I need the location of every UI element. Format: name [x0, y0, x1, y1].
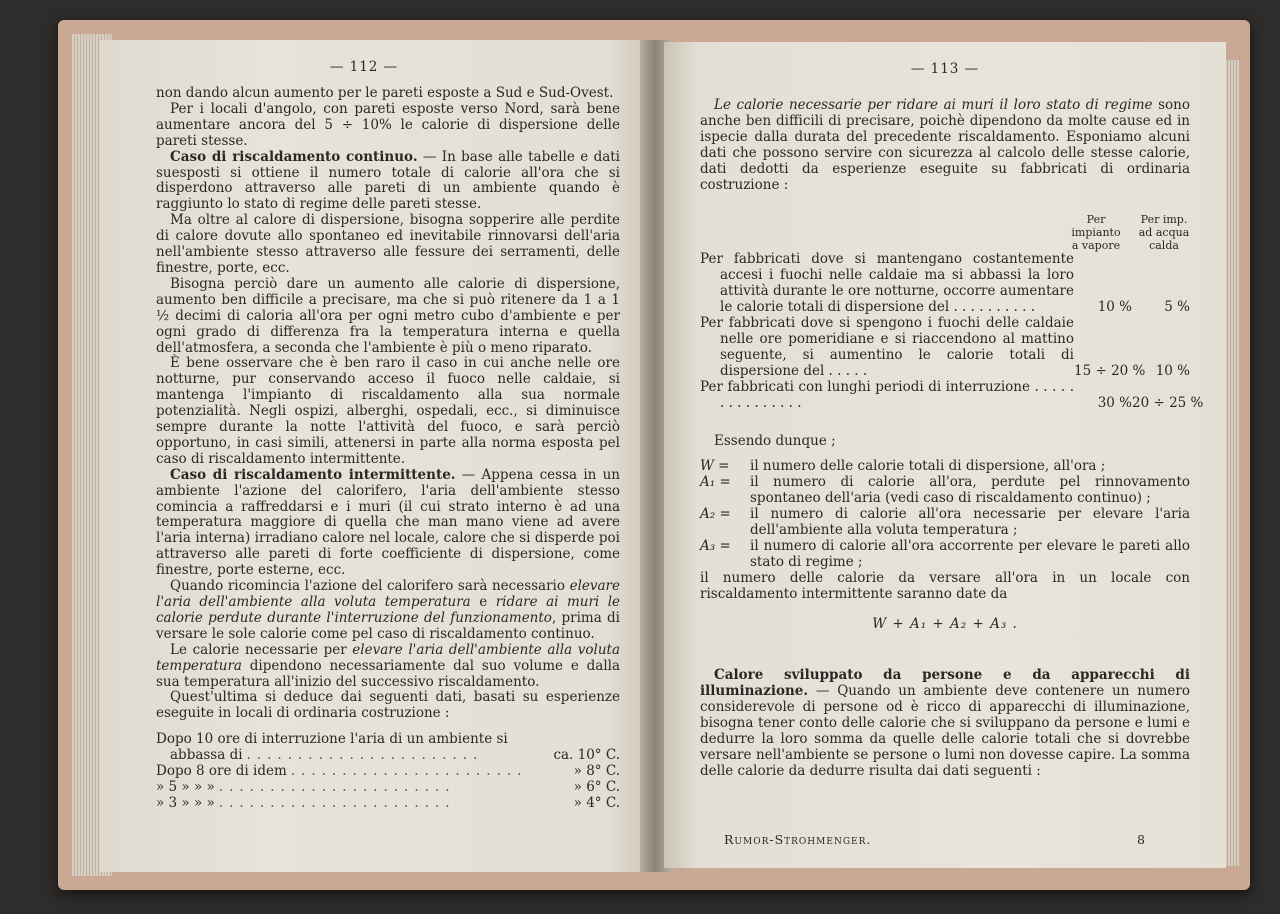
table-row: Per fabbricati dove si mantengano costantemente accesi i fuochi nelle caldaie ma si abbassi la loro attività durante le ore notturne, occorre aumentare le calorie totali di dispersione del . . . . . . . . . . 10 % 5 %	[700, 251, 1190, 316]
footer-author: Rumor-Strohmenger.	[724, 832, 872, 848]
paragraph-conclusion: il numero delle calorie da versare all'ora in un locale con riscaldamento intermittente saranno date da	[700, 569, 1190, 602]
paragraph: Le calorie necessarie per ridare ai muri il loro stato di regime sono anche ben difficili di precisare, poichè dipendono da molte cause ed in ispecie dalla durata del precedente riscaldamento. Esponiamo alcuni dati che possono servire con sicurezza al calcolo delle stesse calorie, dati dedotti da esperienze eseguite su fabbricati di ordinaria costruzione :	[700, 97, 1190, 193]
paragraph: Ma oltre al calore di dispersione, bisogna sopperire alle perdite di calore dovute allo spontaneo ed inevitabile rinnovarsi dell'aria nell'ambiente stesso attraverso alle fessure dei serramenti, delle finestre, porte, ecc.	[156, 212, 620, 276]
left-page	[100, 40, 648, 872]
heading-continuo: Caso di riscaldamento continuo.	[170, 148, 418, 165]
table-row: » 5 » » » ....................... » 6° C.	[156, 778, 620, 795]
paragraph-essendo: Essendo dunque ;	[714, 432, 836, 449]
definition-row: A₃ = il numero di calorie all'ora accorrente per elevare le pareti allo stato di regime ;	[700, 537, 1190, 570]
definition-row: A₂ = il numero di calorie all'ora necessarie per elevare l'aria dell'ambiente alla voluta temperatura ;	[700, 506, 1190, 539]
page-number-left: — 112 —	[329, 59, 399, 75]
formula: W + A₁ + A₂ + A₃ .	[872, 615, 1018, 632]
paragraph: È bene osservare che è ben raro il caso in cui anche nelle ore notturne, pur conservando acceso il fuoco nelle caldaie, si mantenga l'impianto di riscaldamento alla sua normale potenzialità. Negli ospizi, alberghi, ospedali, ecc., si diminuisce sempre durante la notte l'attività del fuoco, e sarà perciò opportuno, in casi simili, attenersi in parte alla norma esposta pel caso di riscaldamento intermittente.	[156, 355, 620, 467]
definition-row: A₁ = il numero di calorie all'ora, perdute pel rinnovamento spontaneo dell'aria (vedi caso di riscaldamento continuo) ;	[700, 474, 1190, 507]
footer-signature: 8	[1137, 832, 1146, 848]
paragraph: Le calorie necessarie per elevare l'aria dell'ambiente alla voluta temperatura dipendono necessariamente dal suo volume e dalla sua temperatura all'inizio del successivo riscaldamento.	[156, 641, 620, 690]
heading-intermittente: Caso di riscaldamento intermittente.	[170, 466, 456, 483]
table-row: » 3 » » » ....................... » 4° C.	[156, 794, 620, 811]
paragraph: Quando ricomincia l'azione del calorifero sarà necessario elevare l'aria dell'ambiente alla voluta temperatura e ridare ai muri le calorie perdute durante l'interruzione del funzionamento, prima di versare le sole calorie come pel caso di riscaldamento continuo.	[156, 578, 621, 642]
paragraph: non dando alcun aumento per le pareti esposte a Sud e Sud-Ovest.	[156, 85, 614, 101]
table-row: Dopo 8 ore di idem ....................... » 8° C.	[156, 763, 620, 780]
paragraph: Quest'ultima si deduce dai seguenti dati, basati su esperienze eseguite in locali di ordinaria costruzione :	[156, 689, 620, 722]
column-header-vapore: Per impianto a vapore	[1071, 213, 1121, 253]
table-row: Per fabbricati dove si spengono i fuochi delle caldaie nelle ore pomeridiane e si riaccendono al mattino seguente, si aumentino le calorie totali di dispersione del . . . . . 15 ÷ 20 % 10 %	[700, 315, 1190, 379]
paragraph-intermittente: Caso di riscaldamento intermittente. — Appena cessa in un ambiente l'azione del calorifero, l'aria dell'ambiente stesso comincia a raffreddarsi e i muri (il cui strato interno è ad una temperatura maggiore di quella che man mano viene ad avere l'aria interna) irradiano calore nel locale, calore che si disperde poi attraverso alle pareti di forte coefficiente di dispersione, come finestre, porte esterne, ecc.	[156, 466, 621, 579]
table-column-headers	[700, 213, 1190, 252]
paragraph-continuo: Caso di riscaldamento continuo. — In base alle tabelle e dati suesposti si ottiene il numero totale di calorie all'ora che si disperdono attraverso alle pareti di un ambiente quando è raggiunto lo stato di regime delle pareti stesse.	[156, 148, 621, 213]
paragraph: Bisogna perciò dare un aumento alle calorie di dispersione, aumento ben difficile a precisare, ma che si può ritenere da 1 a 1 ½ decimi di caloria all'ora per ogni metro cubo d'ambiente e per ogni grado di differenza fra la temperatura interna e quella dell'atmosfera, a seconda che l'ambiente è più o meno riparato.	[156, 275, 620, 356]
paragraph-calore: Calore sviluppato da persone e da apparecchi di illuminazione. — Quando un ambiente deve contenere un numero considerevole di persone od è ricco di apparecchi di illuminazione, bisogna tener conto delle calorie che si sviluppano da persone e lumi e dedurre la loro somma da quelle delle calorie totali che si dovrebbe versare nell'ambiente se persone o lumi non dovesse capire. La somma delle calorie da dedurre risulta dai dati seguenti :	[700, 667, 1190, 779]
heading-calore: Calore sviluppato da persone e da apparecchi di illuminazione.	[700, 667, 1190, 700]
table-row: abbassa di ....................... ca. 10° C.	[170, 747, 620, 764]
page-footer	[724, 832, 1146, 848]
paragraph: Per i locali d'angolo, con pareti esposte verso Nord, sarà bene aumentare ancora del 5 ÷ 10% le calorie di dispersione delle pareti stesse.	[156, 100, 620, 149]
right-page-text	[700, 97, 1204, 780]
right-page	[664, 42, 1226, 868]
column-header-acqua: Per imp. ad acqua calda	[1138, 213, 1190, 253]
definition-row: W = il numero delle calorie totali di dispersione, all'ora ;	[700, 458, 1106, 475]
table-intro: Dopo 10 ore di interruzione l'aria di un ambiente si	[156, 731, 508, 748]
left-page-text	[156, 86, 620, 812]
page-number-right: — 113 —	[910, 61, 980, 77]
table-row: Per fabbricati con lunghi periodi di interruzione . . . . . . . . . . . . . . . 30 % 20 ÷ 25 %	[700, 378, 1204, 411]
